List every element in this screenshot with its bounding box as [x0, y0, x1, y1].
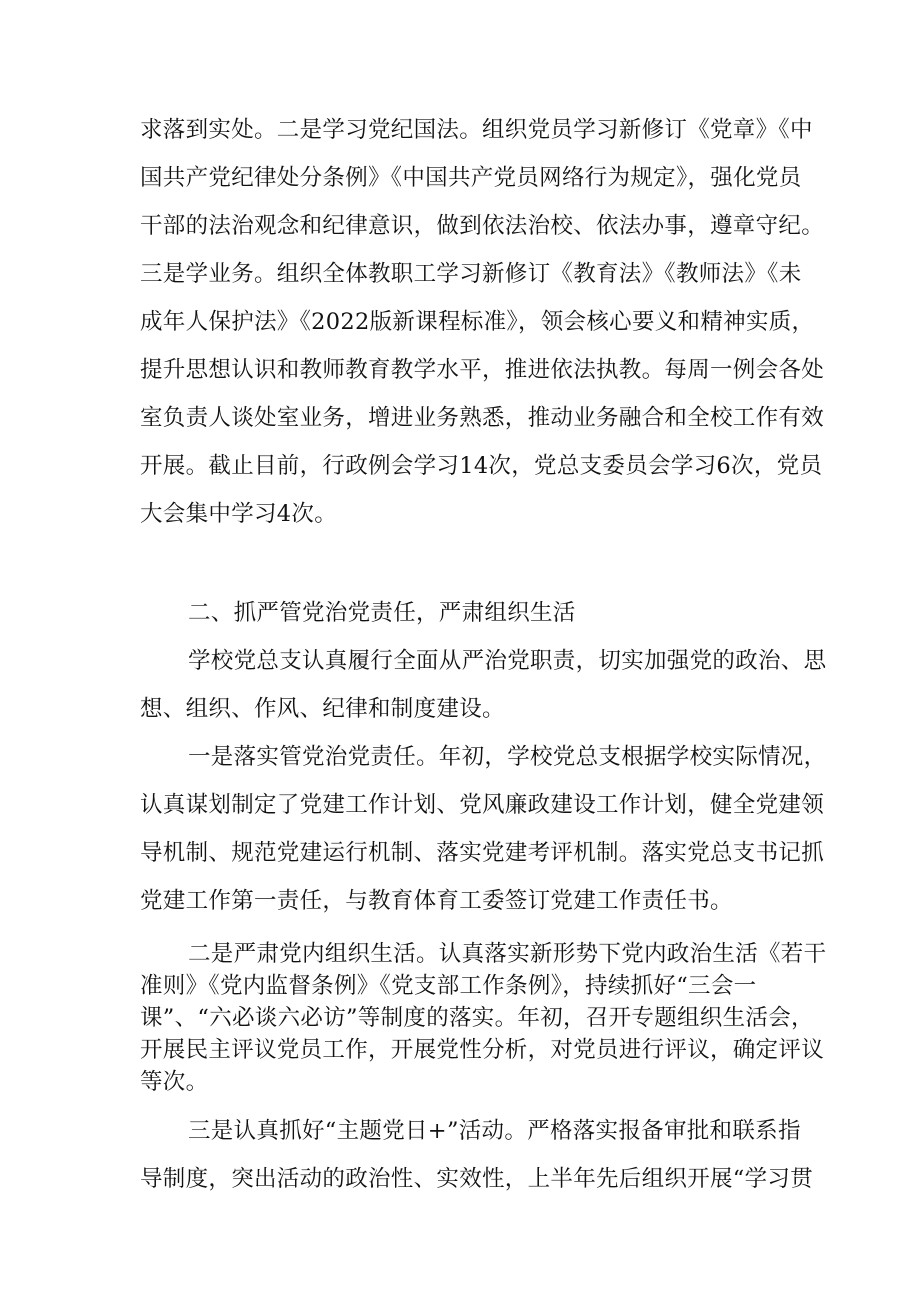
text-line: 等次。: [140, 1069, 209, 1095]
text-line: 干部的法治观念和纪律意识，做到依法治校、依法办事，遵章守纪。: [140, 213, 825, 239]
text-line: 成年人保护法》《2022版新课程标准》，领会核心要义和精神实质，: [140, 309, 815, 335]
section-heading: 二、抓严管党治党责任，严肃组织生活: [188, 600, 576, 626]
text-line: 一是落实管党治党责任。年初，学校党总支根据学校实际情况，: [188, 744, 827, 770]
text-line: 开展民主评议党员工作，开展党性分析，对党员进行评议，确定评议: [140, 1037, 825, 1063]
text-line: 三是学业务。组织全体教职工学习新修订《教育法》《教师法》《未: [140, 261, 802, 287]
text-line: 导制度，突出活动的政治性、实效性，上半年先后组织开展“学习贯: [140, 1166, 814, 1192]
text-line: 开展。截止目前，行政例会学习14次，党总支委员会学习6次，党员: [140, 453, 823, 479]
text-line: 课”、“六必谈六必访”等制度的落实。年初，召开专题组织生活会，: [140, 1005, 814, 1031]
text-line: 室负责人谈处室业务，增进业务熟悉，推动业务融合和全校工作有效: [140, 405, 825, 431]
text-line: 想、组织、作风、纪律和制度建设。: [140, 696, 505, 722]
text-line: 国共产党纪律处分条例》《中国共产党员网络行为规定》，强化党员: [140, 165, 802, 191]
text-line: 三是认真抓好“主题党日+”活动。严格落实报备审批和联系指: [188, 1118, 801, 1144]
text-line: 导机制、规范党建运行机制、落实党建考评机制。落实党总支书记抓: [140, 840, 825, 866]
text-line: 求落到实处。二是学习党纪国法。组织党员学习新修订《党章》《中: [140, 117, 813, 143]
text-line: 党建工作第一责任，与教育体育工委签订党建工作责任书。: [140, 888, 733, 914]
text-line: 提升思想认识和教师教育教学水平，推进依法执教。每周一例会各处: [140, 357, 825, 383]
text-line: 认真谋划制定了党建工作计划、党风廉政建设工作计划，健全党建领: [140, 792, 825, 818]
text-line: 准则》《党内监督条例》《党支部工作条例》，持续抓好“三会一: [140, 973, 757, 999]
text-line: 大会集中学习4次。: [140, 501, 338, 527]
text-line: 二是严肃党内组织生活。认真落实新形势下党内政治生活《若干: [188, 941, 827, 967]
text-line: 学校党总支认真履行全面从严治党职责，切实加强党的政治、思: [188, 648, 827, 674]
